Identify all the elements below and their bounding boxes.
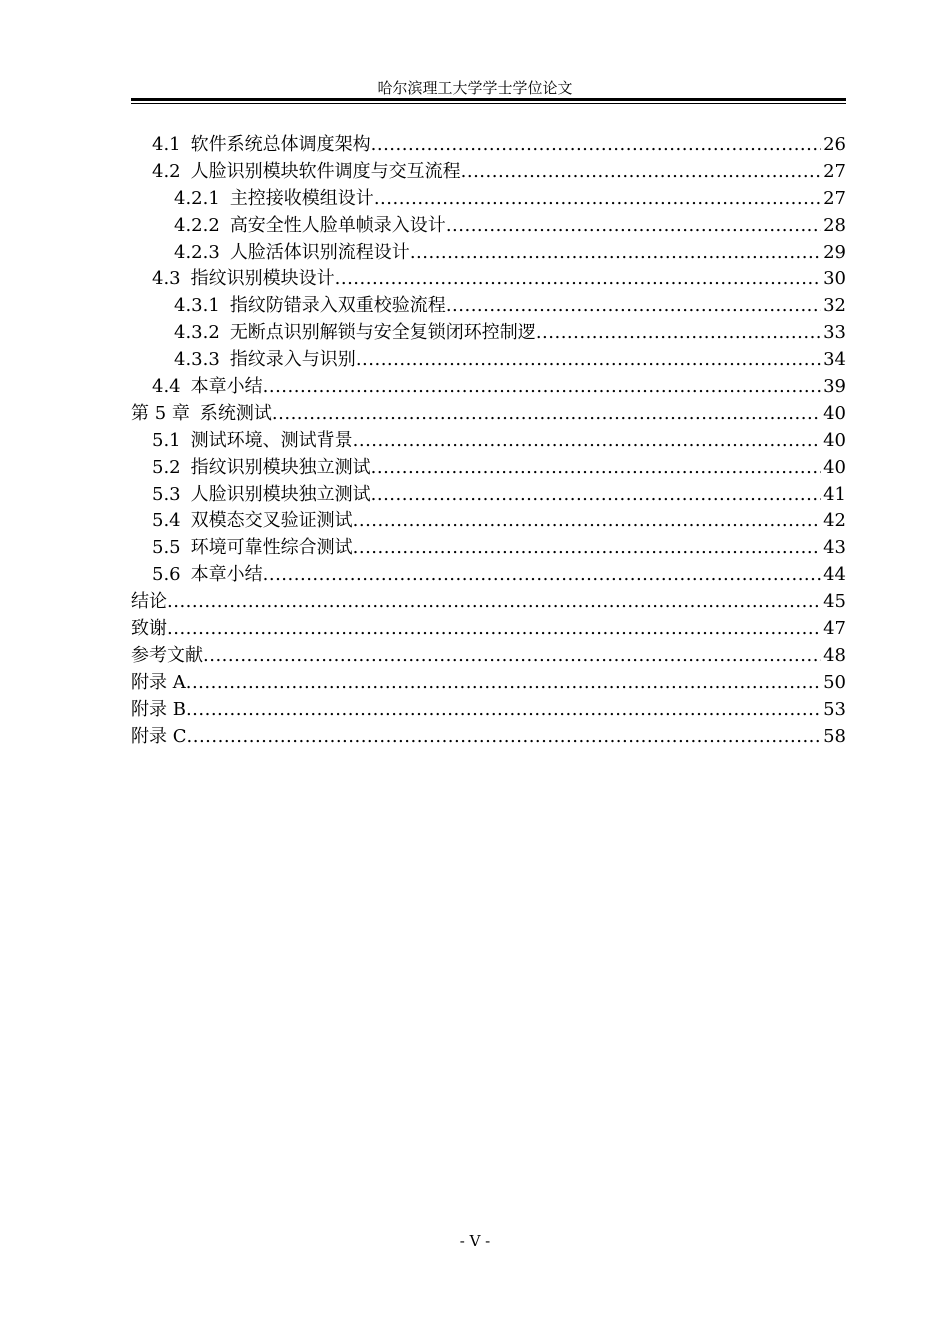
toc-entry-number: 4.3.2 bbox=[174, 322, 220, 344]
toc-entry-page: 27 bbox=[823, 187, 846, 209]
toc-entry-number: 4.2.2 bbox=[174, 214, 220, 236]
toc-entry-number: 4.3 bbox=[152, 268, 181, 290]
toc-entry-title: 参考文献 bbox=[131, 644, 203, 666]
toc-entry-page: 45 bbox=[823, 591, 846, 613]
toc-entry[interactable] bbox=[131, 374, 846, 401]
toc-entry-title: 附录 B bbox=[131, 698, 186, 720]
toc-entry-page: 53 bbox=[823, 698, 846, 720]
toc-entry-page: 40 bbox=[823, 402, 846, 424]
toc-dot-leader bbox=[186, 697, 821, 724]
toc-entry[interactable] bbox=[131, 670, 846, 697]
toc-entry-page: 50 bbox=[823, 671, 846, 693]
toc-entry[interactable] bbox=[131, 455, 846, 482]
toc-entry-title: 无断点识别解锁与安全复锁闭环控制逻 bbox=[229, 322, 536, 344]
toc-entry[interactable] bbox=[131, 508, 846, 535]
toc-dot-leader bbox=[461, 159, 821, 186]
toc-dot-leader bbox=[335, 266, 821, 293]
toc-entry-page: 33 bbox=[823, 322, 846, 344]
toc-entry[interactable] bbox=[131, 159, 846, 186]
toc-dot-leader bbox=[446, 213, 821, 240]
toc-dot-leader bbox=[263, 562, 821, 589]
toc-entry-title: 高安全性人脸单帧录入设计 bbox=[229, 214, 446, 236]
toc-entry[interactable] bbox=[131, 428, 846, 455]
toc-entry[interactable] bbox=[131, 320, 846, 347]
toc-entry-page: 30 bbox=[823, 268, 846, 290]
toc-entry-page: 48 bbox=[823, 644, 846, 666]
toc-entry-title: 结论 bbox=[131, 591, 167, 613]
toc-entry-number: 4.3.1 bbox=[174, 295, 220, 317]
toc-dot-leader bbox=[356, 347, 821, 374]
toc-entry-title: 人脸识别模块软件调度与交互流程 bbox=[190, 160, 461, 182]
toc-entry[interactable] bbox=[131, 562, 846, 589]
toc-dot-leader bbox=[371, 482, 821, 509]
toc-entry-page: 41 bbox=[823, 483, 846, 505]
toc-entry-page: 44 bbox=[823, 564, 846, 586]
toc-entry-title: 指纹识别模块设计 bbox=[190, 268, 335, 290]
toc-entry-page: 27 bbox=[823, 160, 846, 182]
toc-entry-number: 5.6 bbox=[152, 564, 181, 586]
toc-dot-leader bbox=[167, 589, 821, 616]
toc-dot-leader bbox=[371, 132, 821, 159]
toc-dot-leader bbox=[272, 401, 821, 428]
toc-entry[interactable] bbox=[131, 724, 846, 751]
toc-entry-title: 双模态交叉验证测试 bbox=[190, 510, 353, 532]
toc-entry-page: 47 bbox=[823, 618, 846, 640]
toc-entry[interactable] bbox=[131, 293, 846, 320]
toc-entry-title: 系统测试 bbox=[199, 402, 272, 424]
toc-entry-number: 5.4 bbox=[152, 510, 181, 532]
toc-dot-leader bbox=[536, 320, 821, 347]
toc-dot-leader bbox=[263, 374, 821, 401]
toc-entry-page: 26 bbox=[823, 134, 846, 155]
toc-entry-number: 4.4 bbox=[152, 376, 181, 398]
toc-entry[interactable] bbox=[131, 132, 846, 159]
header-rule-thick bbox=[131, 98, 846, 101]
toc-entry[interactable] bbox=[131, 535, 846, 562]
toc-entry-number: 4.2.3 bbox=[174, 241, 220, 263]
toc-entry-number: 5.2 bbox=[152, 456, 181, 478]
toc-entry-title: 主控接收模组设计 bbox=[229, 187, 374, 209]
running-header: 哈尔滨理工大学学士学位论文 bbox=[377, 79, 573, 97]
toc-entry-page: 39 bbox=[823, 376, 846, 398]
toc-entry-page: 32 bbox=[823, 295, 846, 317]
toc-entry-title: 人脸活体识别流程设计 bbox=[229, 241, 410, 263]
toc-entry-page: 42 bbox=[823, 510, 846, 532]
toc-entry-page: 28 bbox=[823, 214, 846, 236]
toc-dot-leader bbox=[187, 724, 822, 751]
toc-entry[interactable] bbox=[131, 401, 846, 428]
toc-entry-page: 43 bbox=[823, 537, 846, 559]
toc-dot-leader bbox=[186, 670, 821, 697]
toc-entry[interactable] bbox=[131, 213, 846, 240]
toc-entry-title: 软件系统总体调度架构 bbox=[190, 134, 371, 155]
toc-entry[interactable] bbox=[131, 266, 846, 293]
toc-entry-page: 58 bbox=[823, 725, 846, 747]
toc-entry-title: 指纹录入与识别 bbox=[229, 349, 356, 371]
toc-entry-title: 测试环境、测试背景 bbox=[190, 429, 353, 451]
toc-entry-number: 5.3 bbox=[152, 483, 181, 505]
toc-dot-leader bbox=[353, 535, 821, 562]
toc-entry[interactable] bbox=[131, 240, 846, 267]
toc-entry-page: 40 bbox=[823, 429, 846, 451]
toc-entry[interactable] bbox=[131, 186, 846, 213]
toc-dot-leader bbox=[203, 643, 821, 670]
toc-entry-number: 4.3.3 bbox=[174, 349, 220, 371]
header-rule-thin bbox=[131, 103, 846, 104]
toc-entry-title: 附录 A bbox=[131, 671, 186, 693]
toc-entry-title: 附录 C bbox=[131, 725, 187, 747]
page-number: - V - bbox=[459, 1232, 491, 1250]
toc-entry-title: 指纹识别模块独立测试 bbox=[190, 456, 371, 478]
toc-entry[interactable] bbox=[131, 482, 846, 509]
toc-dot-leader bbox=[371, 455, 821, 482]
toc-entry-title: 本章小结 bbox=[190, 564, 263, 586]
toc-entry-page: 40 bbox=[823, 456, 846, 478]
toc-entry[interactable] bbox=[131, 616, 846, 643]
toc-entry-page: 29 bbox=[823, 241, 846, 263]
toc-entry-number: 4.2 bbox=[152, 160, 181, 182]
toc-entry-title: 本章小结 bbox=[190, 376, 263, 398]
toc-entry[interactable] bbox=[131, 697, 846, 724]
toc-entry-number: 4.1 bbox=[152, 134, 181, 155]
toc-dot-leader bbox=[353, 428, 821, 455]
toc-entry-number: 第 5 章 bbox=[131, 402, 190, 424]
toc-dot-leader bbox=[167, 616, 821, 643]
toc-dot-leader bbox=[353, 508, 821, 535]
table-of-contents bbox=[131, 132, 846, 750]
toc-entry[interactable] bbox=[131, 347, 846, 374]
toc-entry-number: 5.1 bbox=[152, 429, 181, 451]
toc-entry-number: 4.2.1 bbox=[174, 187, 220, 209]
toc-dot-leader bbox=[410, 240, 821, 267]
toc-dot-leader bbox=[374, 186, 821, 213]
toc-entry-title: 指纹防错录入双重校验流程 bbox=[229, 295, 446, 317]
toc-entry-title: 环境可靠性综合测试 bbox=[190, 537, 353, 559]
toc-entry-title: 致谢 bbox=[131, 618, 167, 640]
toc-entry-page: 34 bbox=[823, 349, 846, 371]
toc-entry-number: 5.5 bbox=[152, 537, 181, 559]
toc-entry[interactable] bbox=[131, 589, 846, 616]
toc-dot-leader bbox=[446, 293, 821, 320]
toc-entry-title: 人脸识别模块独立测试 bbox=[190, 483, 371, 505]
toc-entry[interactable] bbox=[131, 643, 846, 670]
